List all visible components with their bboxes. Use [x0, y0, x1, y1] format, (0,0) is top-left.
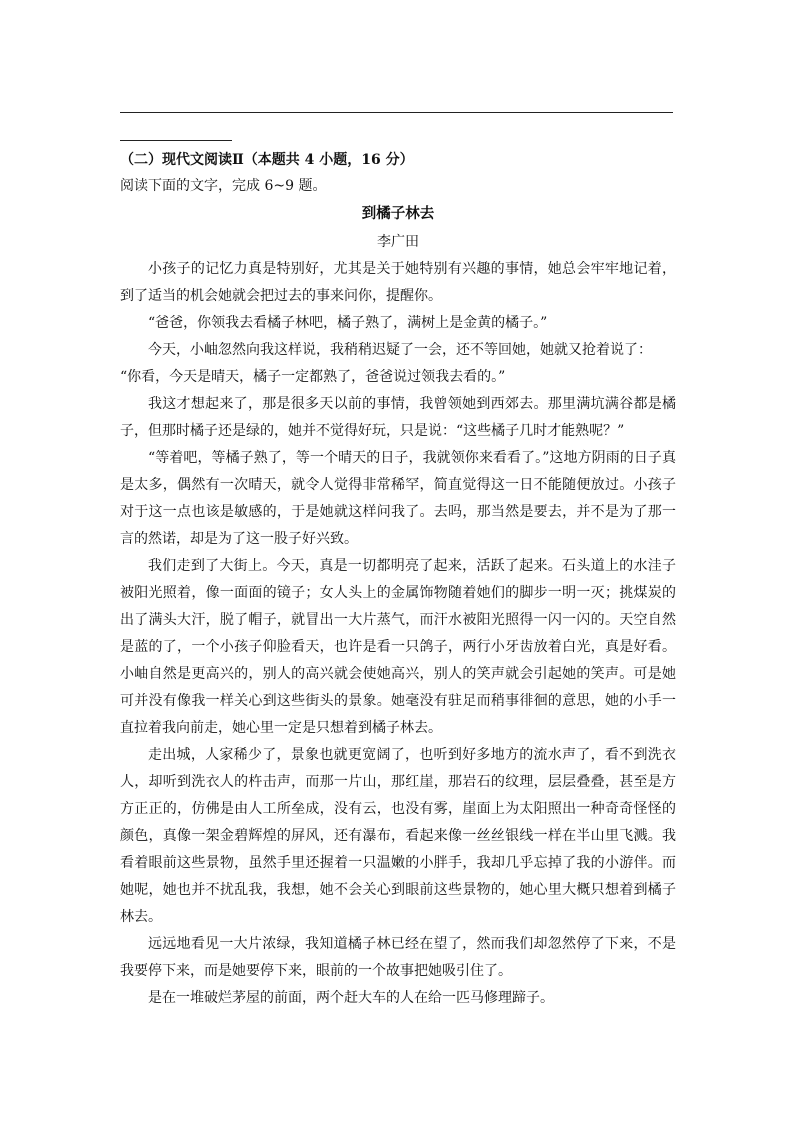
paragraph-3: 今天，小岫忽然向我这样说，我稍稍迟疑了一会，还不等回她，她就又抢着说了： — [148, 342, 652, 358]
paragraph-1: 小孩子的记忆力真是特别好，尤其是关于她特别有兴趣的事情，她总会牢牢地记着，到了适当的机会她就会把过去的事来问你，提醒你。 — [120, 261, 676, 304]
paragraph-4: “你看，今天是晴天，橘子一定都熟了，爸爸说过领我去看的。” — [120, 369, 506, 385]
paragraph-6: “等着吧，等橘子熟了，等一个晴天的日子，我就领你来看看了。”这地方阴雨的日子真是太多，偶然有一次晴天，就令人觉得非常稀罕，简直觉得这一日不能随便放过。小孩子对于这一点也该是敏感的，于是她就这样问我了。去吗，那当然是要去，并不是为了那一言的然诺，却是为了这一股子好兴致。 — [120, 450, 676, 547]
paragraph-9: 远远地看见一大片浓绿，我知道橘子林已经在望了，然而我们却忽然停了下来，不是我要停下来，而是她要停下来，眼前的一个故事把她吸引住了。 — [120, 936, 676, 979]
article-author: 李广田 — [377, 234, 419, 250]
reading-instruction: 阅读下面的文字，完成 6~9 题。 — [120, 178, 327, 194]
paragraph-2: “爸爸，你领我去看橘子林吧，橘子熟了，满树上是金黄的橘子。” — [148, 315, 548, 331]
paragraph-5: 我这才想起来了，那是很多天以前的事情，我曾领她到西郊去。那里满坑满谷都是橘子，但那时橘子还是绿的，她并不觉得好玩，只是说：“这些橘子几时才能熟呢？” — [120, 396, 676, 439]
paragraph-7: 我们走到了大街上。今天，真是一切都明亮了起来，活跃了起来。石头道上的水洼子被阳光照着，像一面面的镜子；女人头上的金属饰物随着她们的脚步一明一灭；挑煤炭的出了满头大汗，脱了帽子，就冒出一大片蒸气，而汗水被阳光照得一闪一闪的。天空自然是蓝的了，一个小孩子仰脸看天，也许是看一只鸽子，两行小牙齿放着白光，真是好看。小岫自然是更高兴的，别人的高兴就会使她高兴，别人的笑声就会引起她的笑声。可是她可并没有像我一样关心到这些街头的景象。她毫没有驻足而稍事徘徊的意思，她的小手一直拉着我向前走，她心里一定是只想着到橘子林去。 — [120, 558, 676, 736]
paragraph-8: 走出城，人家稀少了，景象也就更宽阔了，也听到好多地方的流水声了，看不到洗衣人，却听到洗衣人的杵击声，而那一片山，那红崖，那岩石的纹理，层层叠叠，甚至是方方正正的，仿佛是由人工所垒成，没有云，也没有雾，崖面上为太阳照出一种奇奇怪怪的颜色，真像一架金碧辉煌的屏风，还有瀑布，看起来像一丝丝银线一样在半山里飞溅。我看着眼前这些景物，虽然手里还握着一只温嫩的小胖手，我却几乎忘掉了我的小游伴。而她呢，她也并不扰乱我，我想，她不会关心到眼前这些景物的，她心里大概只想着到橘子林去。 — [120, 747, 676, 925]
article-title: 到橘子林去 — [361, 205, 435, 222]
footnote-divider — [120, 140, 232, 141]
document-body — [120, 148, 676, 1012]
section-heading: （二）现代文阅读Ⅱ（本题共 4 小题，16 分） — [120, 152, 414, 168]
paragraph-10: 是在一堆破烂茅屋的前面，两个赶大车的人在给一匹马修理蹄子。 — [148, 990, 554, 1006]
top-divider — [120, 112, 673, 113]
